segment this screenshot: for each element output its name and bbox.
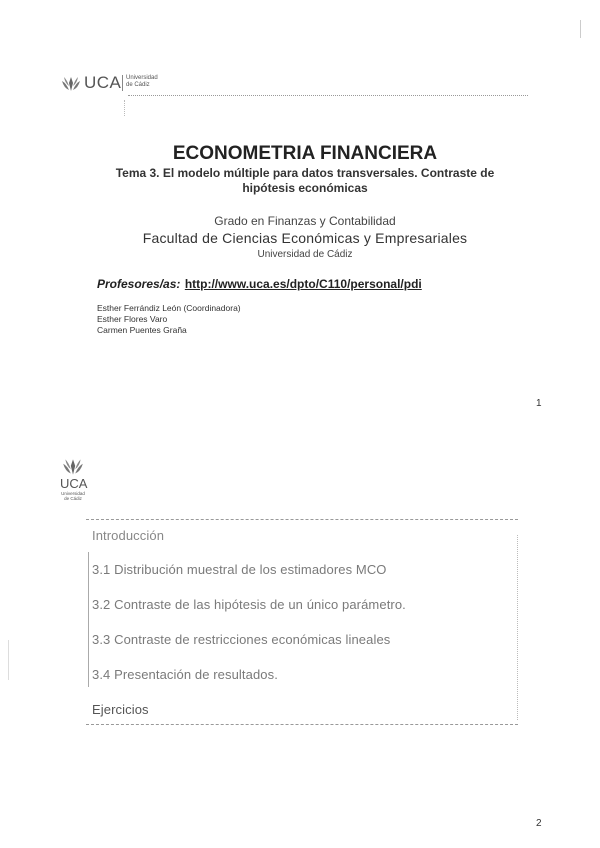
university-name: Universidad de Cádiz [257,249,353,260]
logo-university-text [126,75,158,89]
toc-item-3-4[interactable]: 3.4 Presentación de resultados. [92,667,278,682]
logo-university-line1: Universidad [61,491,85,496]
professor-list [97,303,241,336]
toc-item-3-3[interactable]: 3.3 Contraste de restricciones económicas lineales [92,632,391,647]
professors-line [97,275,422,293]
professors-link[interactable]: http://www.uca.es/dpto/C110/personal/pdi [184,277,422,291]
logo-wordmark: UCA [60,476,88,491]
toc-item-introduccion[interactable]: Introducción [92,528,165,543]
page-number: 2 [536,818,542,829]
header-tick [124,100,125,116]
slide-title: ECONOMETRIA FINANCIERA [172,143,438,164]
toc-frame [86,519,518,725]
toc-item-ejercicios[interactable]: Ejercicios [92,702,149,717]
toc-frame-left [88,552,89,687]
professor-name: Carmen Puentes Graña [97,325,187,335]
slide-subtitle [60,166,550,196]
toc-item-3-2[interactable]: 3.2 Contraste de las hipótesis de un único parámetro. [92,597,406,612]
page-number: 1 [536,398,542,409]
uca-crest-icon [61,456,85,478]
subtitle-line-1: Tema 3. El modelo múltiple para datos transversales. Contraste de [115,166,495,180]
subtitle-line-2: hipótesis económicas [242,181,368,195]
professor-name: Esther Flores Varo [97,314,168,324]
scan-edge-mark [580,20,581,38]
toc-item-3-1[interactable]: 3.1 Distribución muestral de los estimadores MCO [92,562,387,577]
toc-frame-right [517,535,518,720]
logo-wordmark: UCA [84,73,122,92]
logo-university-line2: de Cádiz [126,82,150,88]
faculty-name: Facultad de Ciencias Económicas y Empresariales [142,230,468,246]
logo-divider [122,75,123,91]
professors-label: Profesores/as: [97,277,181,291]
uca-logo-vertical [56,456,92,516]
header-rule [128,95,528,96]
scan-edge-mark [8,640,9,680]
professor-name: Esther Ferrándiz León (Coordinadora) [97,303,241,313]
logo-university-text [58,491,88,501]
logo-university-line1: Universidad [126,75,158,81]
logo-university-line2: de Cádiz [64,496,82,501]
uca-logo [60,72,180,94]
uca-crest-icon [60,74,82,94]
degree-name: Grado en Finanzas y Contabilidad [214,214,396,228]
